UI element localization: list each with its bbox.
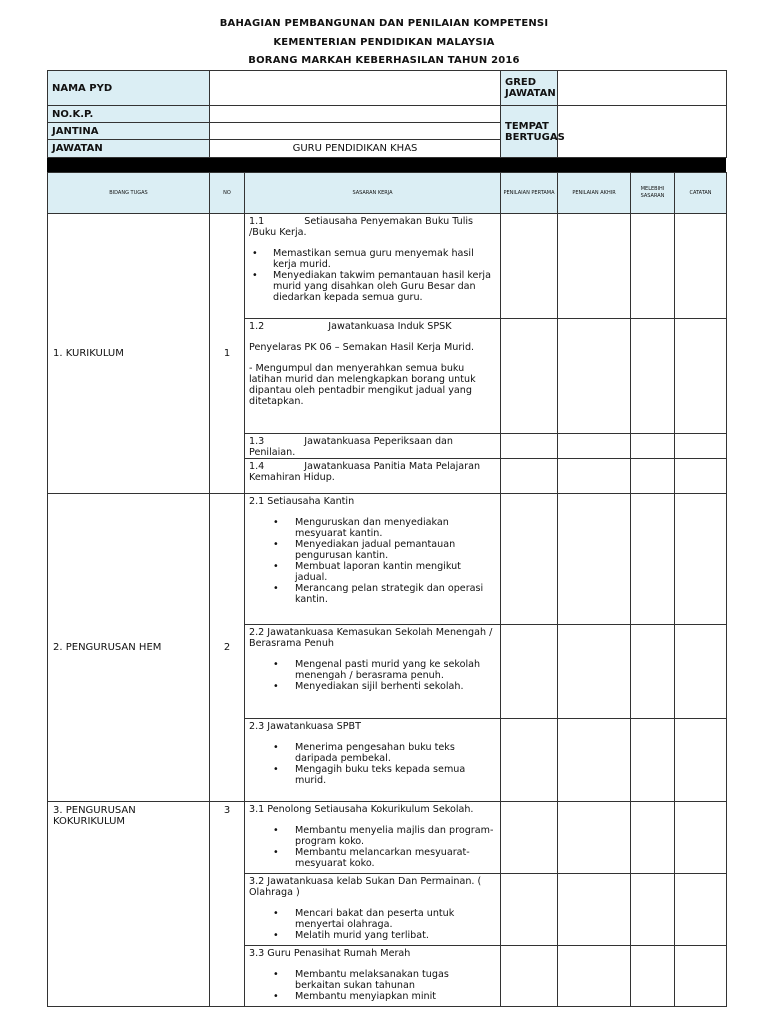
penilaian-pertama-cell[interactable] [501, 625, 558, 719]
penilaian-pertama-cell[interactable] [501, 802, 558, 874]
col-bidang-tugas: BIDANG TUGAS [48, 173, 210, 214]
catatan-cell[interactable] [675, 434, 727, 459]
task-3-2 [245, 874, 501, 946]
col-catatan: CATATAN [675, 173, 727, 214]
col-penilaian-pertama: PENILAIAN PERTAMA [501, 173, 558, 214]
info-table [47, 70, 727, 158]
section-divider-bar [47, 158, 726, 172]
bullet-icon: • [273, 659, 279, 670]
catatan-cell[interactable] [675, 625, 727, 719]
penilaian-akhir-cell[interactable] [558, 874, 631, 946]
task-1-4-no: 1.4 [249, 461, 265, 472]
bullet-icon: • [273, 742, 279, 753]
bullet-icon: • [273, 583, 279, 594]
bullet-icon: • [273, 908, 279, 919]
catatan-cell[interactable] [675, 802, 727, 874]
nama-pyd-field[interactable] [210, 71, 501, 106]
tempat-bertugas-label: TEMPAT BERTUGAS [501, 106, 558, 158]
no-kp-field[interactable] [210, 106, 501, 123]
penilaian-pertama-cell[interactable] [501, 214, 558, 319]
penilaian-akhir-cell[interactable] [558, 946, 631, 1007]
task-3-1 [245, 802, 501, 874]
penilaian-akhir-cell[interactable] [558, 434, 631, 459]
melebihi-sasaran-cell[interactable] [631, 802, 675, 874]
bidang-pengurusan-hem: 2. PENGURUSAN HEM [48, 494, 210, 802]
bullet-icon: • [273, 517, 279, 528]
jawatan-label: JAWATAN [48, 140, 210, 158]
catatan-cell[interactable] [675, 459, 727, 494]
penilaian-akhir-cell[interactable] [558, 719, 631, 802]
penilaian-pertama-cell[interactable] [501, 874, 558, 946]
list-item: • Membantu melaksanakan tugas berkaitan sukan tahunan [273, 969, 449, 991]
list-item: • Membuat laporan kantin mengikut jadual. [273, 561, 461, 583]
bullet-icon: • [273, 930, 279, 941]
task-2-3-title: 2.3 Jawatankuasa SPBT [249, 721, 361, 732]
penilaian-pertama-cell[interactable] [501, 319, 558, 434]
penilaian-pertama-cell[interactable] [501, 719, 558, 802]
jantina-field[interactable] [210, 123, 501, 140]
list-item: • Membantu menyiapkan minit [273, 991, 437, 1002]
gred-jawatan-field[interactable] [558, 71, 727, 106]
gred-jawatan-label: GRED JAWATAN [501, 71, 558, 106]
no-2: 2 [210, 494, 245, 802]
task-1-3 [245, 434, 501, 459]
melebihi-sasaran-cell[interactable] [631, 319, 675, 434]
melebihi-sasaran-cell[interactable] [631, 459, 675, 494]
task-1-2-title: Jawatankuasa Induk SPSK [328, 321, 452, 332]
header-line-3: BORANG MARKAH KEBERHASILAN TAHUN 2016 [248, 55, 520, 66]
no-1: 1 [210, 214, 245, 494]
task-3-1-title: 3.1 Penolong Setiausaha Kokurikulum Sekolah. [249, 804, 474, 815]
task-3-2-title: 3.2 Jawatankuasa kelab Sukan Dan Permainan. ( Olahraga ) [249, 876, 482, 898]
no-3: 3 [210, 802, 245, 1007]
penilaian-akhir-cell[interactable] [558, 494, 631, 625]
catatan-cell[interactable] [675, 719, 727, 802]
penilaian-pertama-cell[interactable] [501, 434, 558, 459]
task-1-4 [245, 459, 501, 494]
bullet-icon: • [273, 991, 279, 1002]
task-3-3-title: 3.3 Guru Penasihat Rumah Merah [249, 948, 411, 959]
task-1-4-title: Jawatankuasa Panitia Mata Pelajaran Kemahiran Hidup. [249, 461, 481, 483]
task-1-2-no: 1.2 [249, 321, 265, 332]
task-1-2-sub: Penyelaras PK 06 – Semakan Hasil Kerja Murid. [249, 342, 475, 353]
melebihi-sasaran-cell[interactable] [631, 719, 675, 802]
task-1-1-title: Setiausaha Penyemakan Buku Tulis /Buku Kerja. [249, 216, 474, 238]
penilaian-akhir-cell[interactable] [558, 625, 631, 719]
header-line-2: KEMENTERIAN PENDIDIKAN MALAYSIA [273, 37, 495, 48]
bullet-icon: • [273, 847, 279, 858]
task-1-2 [245, 319, 501, 434]
bullet-icon: • [252, 248, 258, 259]
bullet-icon: • [273, 969, 279, 980]
list-item: • Menguruskan dan menyediakan mesyuarat kantin. [273, 517, 449, 539]
penilaian-akhir-cell[interactable] [558, 802, 631, 874]
list-item: • Menyediakan sijil berhenti sekolah. [273, 681, 464, 692]
col-sasaran-kerja: SASARAN KERJA [245, 173, 501, 214]
task-2-3 [245, 719, 501, 802]
list-item: • Mengenal pasti murid yang ke sekolah menengah / berasrama penuh. [273, 659, 481, 681]
melebihi-sasaran-cell[interactable] [631, 494, 675, 625]
list-item: • Menyediakan takwim pemantauan hasil kerja murid yang disahkan oleh Guru Besar dan diedarkan kepada semua guru. [252, 270, 491, 303]
bidang-pengurusan-kokurikulum: 3. PENGURUSAN KOKURIKULUM [48, 802, 210, 1007]
penilaian-akhir-cell[interactable] [558, 459, 631, 494]
melebihi-sasaran-cell[interactable] [631, 874, 675, 946]
bullet-icon: • [273, 681, 279, 692]
catatan-cell[interactable] [675, 494, 727, 625]
melebihi-sasaran-cell[interactable] [631, 214, 675, 319]
task-2-1-title: 2.1 Setiausaha Kantin [249, 496, 355, 507]
list-item: • Membantu menyelia majlis dan program-program koko. [273, 825, 494, 847]
col-melebihi-sasaran: MELEBIHI SASARAN [631, 173, 675, 214]
bullet-icon: • [273, 825, 279, 836]
penilaian-akhir-cell[interactable] [558, 319, 631, 434]
list-item: • Melatih murid yang terlibat. [273, 930, 429, 941]
catatan-cell[interactable] [675, 946, 727, 1007]
task-1-1 [245, 214, 501, 319]
melebihi-sasaran-cell[interactable] [631, 434, 675, 459]
task-1-2-para: - Mengumpul dan menyerahkan semua buku latihan murid dan melengkapkan borang untuk dipantau oleh pentadbir mengikut jadual yang ditetapkan. [249, 363, 476, 407]
bullet-icon: • [273, 539, 279, 550]
list-item: • Menerima pengesahan buku teks daripada pembekal. [273, 742, 455, 764]
bullet-icon: • [273, 561, 279, 572]
task-2-2-title: 2.2 Jawatankuasa Kemasukan Sekolah Menengah / Berasrama Penuh [249, 627, 493, 649]
catatan-cell[interactable] [675, 214, 727, 319]
no-kp-label: NO.K.P. [48, 106, 210, 123]
penilaian-akhir-cell[interactable] [558, 214, 631, 319]
task-1-3-no: 1.3 [249, 436, 265, 447]
list-item: • Memastikan semua guru menyemak hasil kerja murid. [252, 248, 474, 270]
list-item: • Membantu melancarkan mesyuarat-mesyuarat koko. [273, 847, 470, 869]
penilaian-pertama-cell[interactable] [501, 946, 558, 1007]
header-line-1: BAHAGIAN PEMBANGUNAN DAN PENILAIAN KOMPETENSI [219, 18, 549, 29]
nama-pyd-label: NAMA PYD [48, 71, 210, 106]
catatan-cell[interactable] [675, 319, 727, 434]
task-2-1 [245, 494, 501, 625]
task-2-2 [245, 625, 501, 719]
marks-table [47, 172, 727, 1007]
col-no: NO [210, 173, 245, 214]
list-item: • Menyediakan jadual pemantauan pengurusan kantin. [273, 539, 456, 561]
jawatan-value: GURU PENDIDIKAN KHAS [210, 140, 501, 158]
task-3-3 [245, 946, 501, 1007]
jantina-label: JANTINA [48, 123, 210, 140]
list-item: • Mengagih buku teks kepada semua murid. [273, 764, 466, 786]
penilaian-pertama-cell[interactable] [501, 459, 558, 494]
bidang-kurikulum: 1. KURIKULUM [48, 214, 210, 494]
melebihi-sasaran-cell[interactable] [631, 946, 675, 1007]
catatan-cell[interactable] [675, 874, 727, 946]
list-item: • Merancang pelan strategik dan operasi kantin. [273, 583, 484, 605]
bullet-icon: • [252, 270, 258, 281]
task-1-1-no: 1.1 [249, 216, 265, 227]
list-item: • Mencari bakat dan peserta untuk menyertai olahraga. [273, 908, 455, 930]
tempat-bertugas-field[interactable] [558, 106, 727, 158]
bullet-icon: • [273, 764, 279, 775]
melebihi-sasaran-cell[interactable] [631, 625, 675, 719]
task-1-3-title: Jawatankuasa Peperiksaan dan Penilaian. [249, 436, 454, 458]
penilaian-pertama-cell[interactable] [501, 494, 558, 625]
col-penilaian-akhir: PENILAIAN AKHIR [558, 173, 631, 214]
